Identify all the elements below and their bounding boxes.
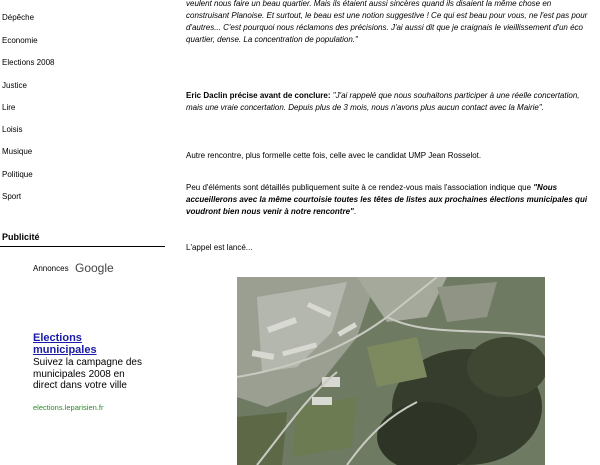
ad-title-link[interactable]: Elections municipales [33,332,97,356]
sidebar [0,0,170,465]
nav-item-economie[interactable]: Economie [2,36,38,45]
association-end: . [353,207,357,216]
article-paragraph-appel: L'appel est lancé... [186,243,253,252]
article-paragraph-rosselot: Autre rencontre, plus formelle cette fois, celle avec le candidat UMP Jean Rosselot. [186,151,482,160]
nav-item-justice[interactable]: Justice [2,81,27,90]
nav-item-sport[interactable]: Sport [2,192,22,201]
nav-item-elections-2008[interactable]: Elections 2008 [2,58,55,67]
aerial-photo-icon[interactable] [237,277,545,465]
article-quote-paragraph: veulent nous faire un beau quartier. Mais ils étaient aussi sincères quand ils disaient la même chose en construisant Planoise. Et surtout, le beau est une notion suggestive ! Ce qui est beau pour vous, ne l'est pas pour d'autres... C'est pourquoi nous réclamons des précisions. J'ai aussi dit que je craignais le vieillissement d'un éco quartier, dense. La concentration de population." [186,0,588,44]
article-paragraph-association [186,182,594,218]
association-text: Peu d'éléments sont détaillés publiquement suite à ce rendez-vous mais l'association indique que [186,183,534,192]
nav-item-musique[interactable]: Musique [2,147,33,156]
nav-item-lire[interactable]: Lire [2,103,16,112]
divider [0,246,165,247]
ad-url-link[interactable]: elections.leparisien.fr [33,403,104,412]
association-quote: "Nous accueillerons avec la même courtoisie toutes les têtes de listes aux prochaines élections municipales qui voudront bien nous venir à notre rencontre" [186,183,588,216]
nav-item-politique[interactable]: Politique [2,170,33,179]
daclin-lead: Eric Daclin précise avant de conclure: [186,91,331,100]
ads-label: Annonces [33,264,69,273]
nav-item-depeche[interactable]: Dépêche [2,13,35,22]
daclin-quote: "J'ai rappelé que nous souhaitons participer à une réelle concertation, mais une vraie concertation. Depuis plus de 3 mois, nous n'avons plus aucun contact avec la Mairie". [186,91,580,112]
article-paragraph-daclin [186,90,594,114]
publicite-heading: Publicité [2,232,40,242]
google-logo[interactable]: Google [75,261,114,275]
ad-description: Suivez la campagne des municipales 2008 en direct dans votre ville [33,357,142,391]
nav-item-loisis[interactable]: Loisis [2,125,23,134]
